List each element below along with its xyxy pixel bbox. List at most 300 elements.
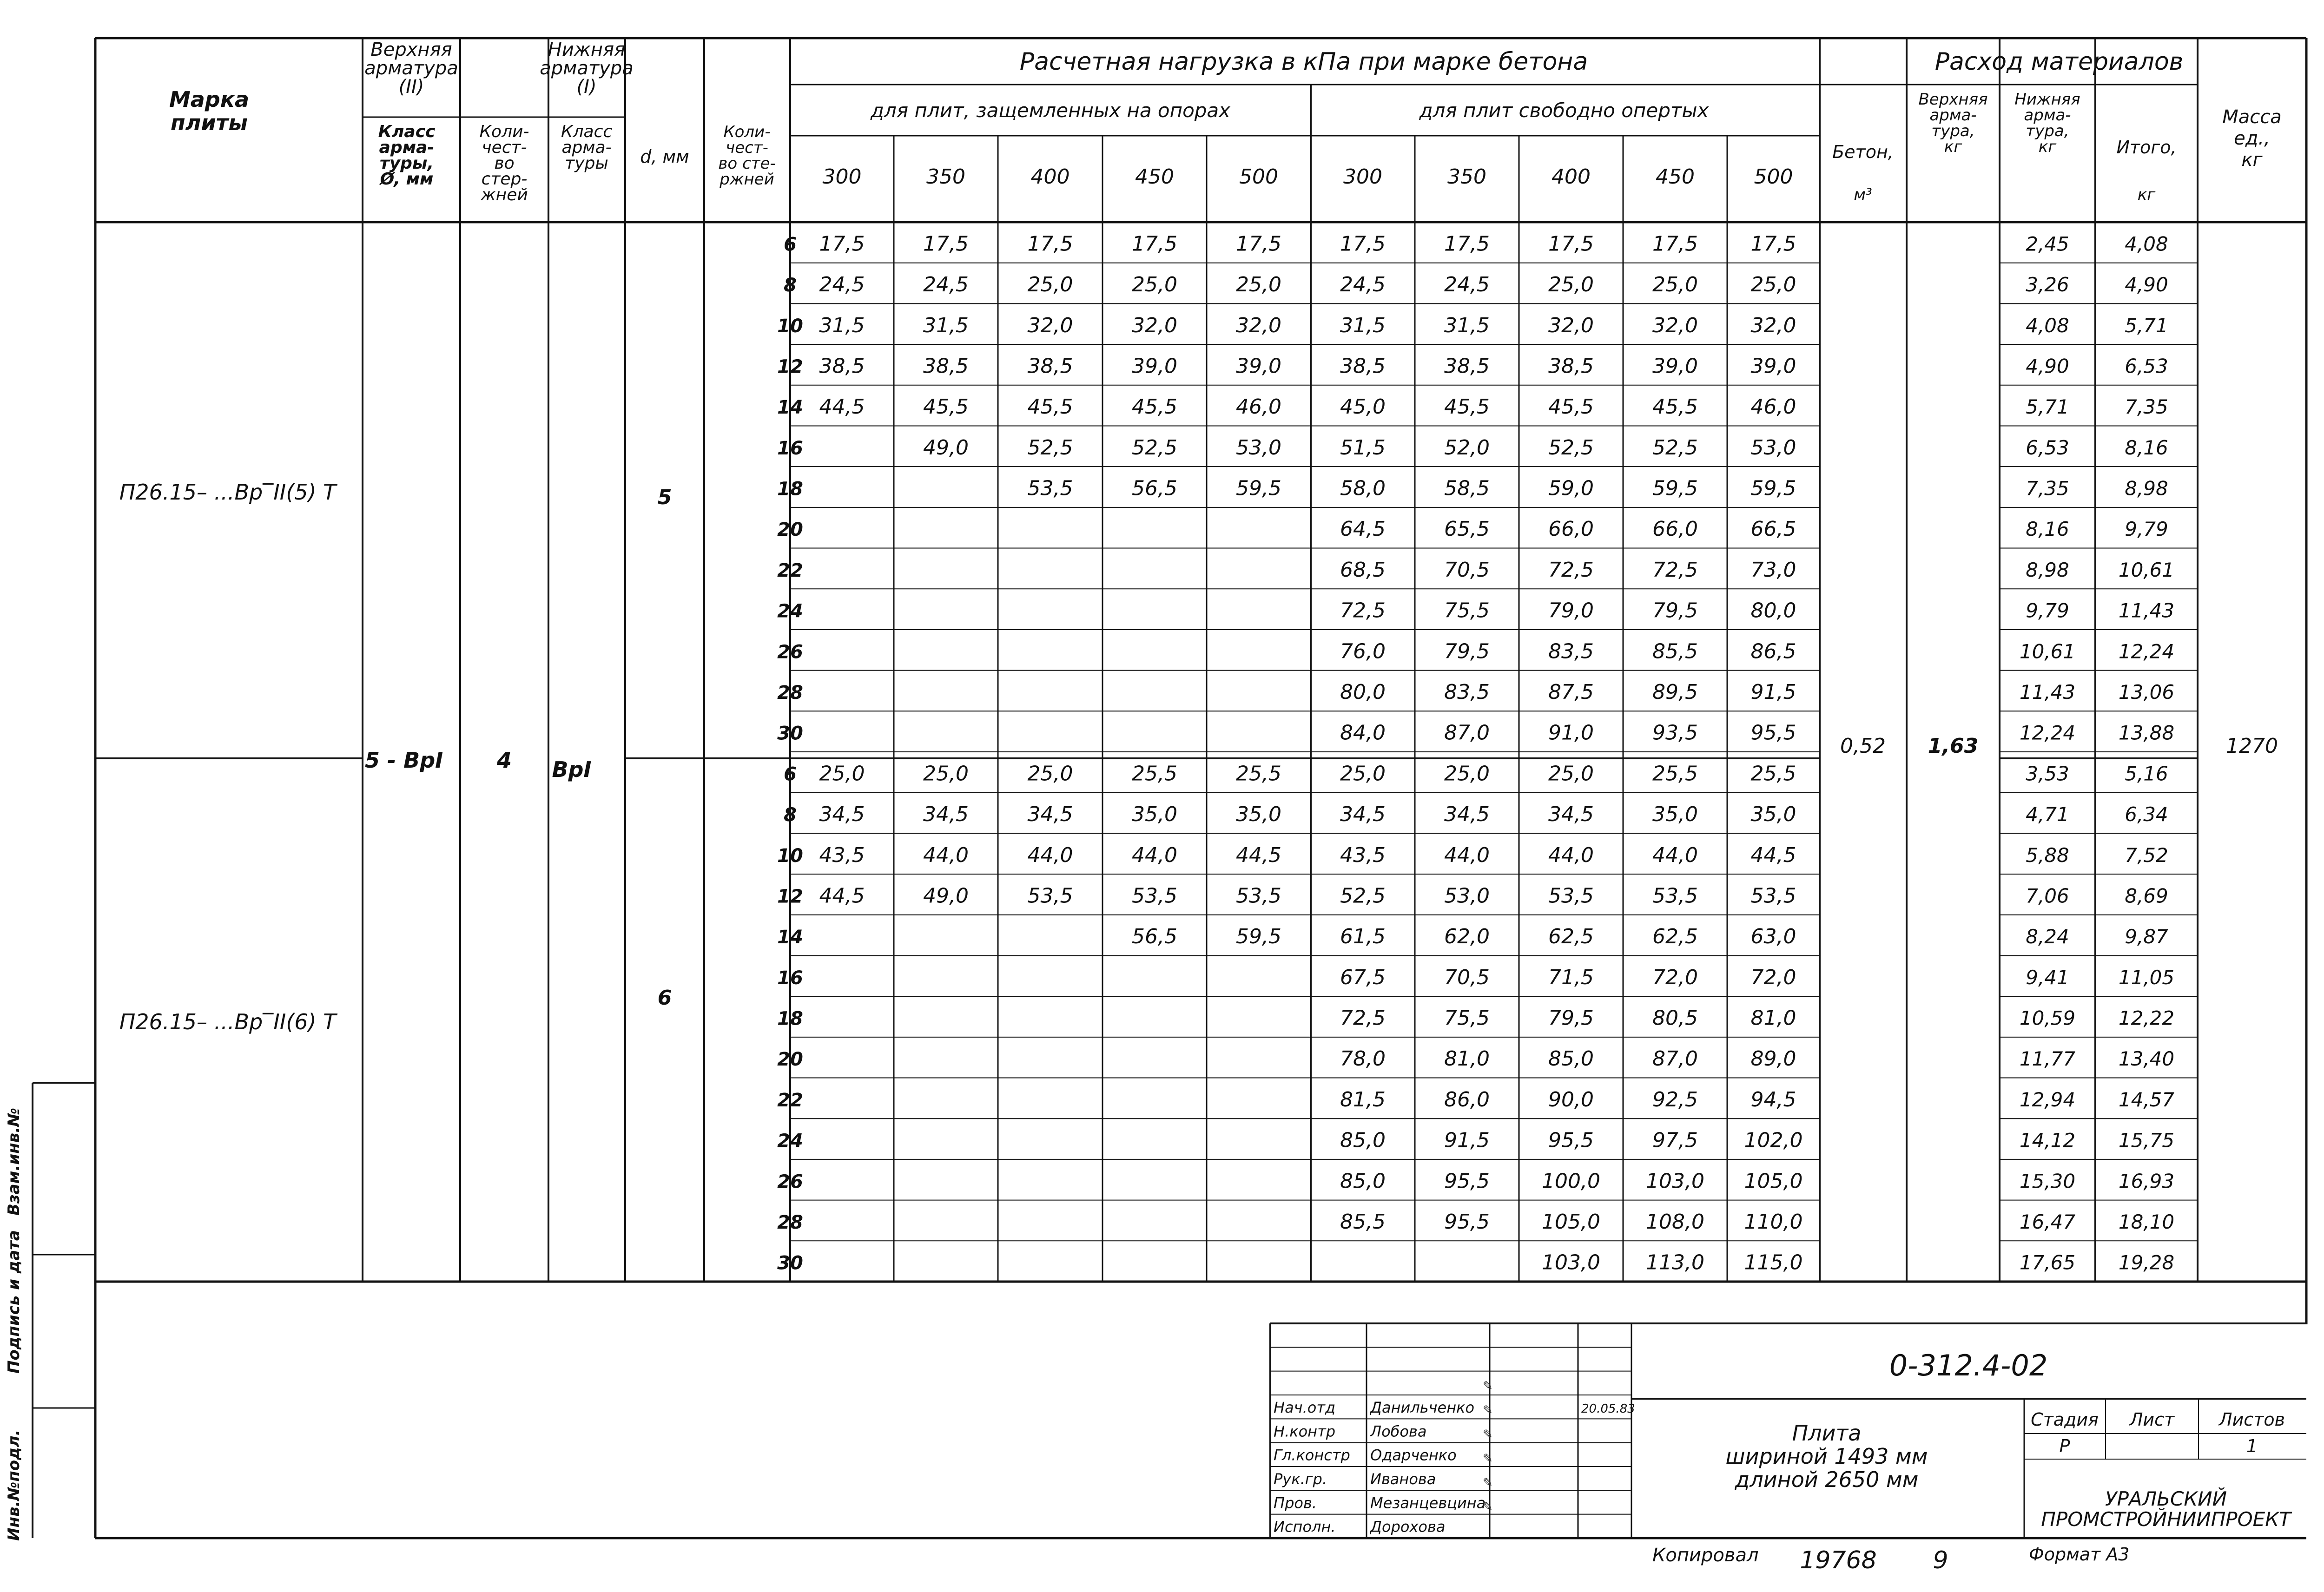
load-value: 44,0 xyxy=(1027,843,1073,867)
lower-mass-value: 15,30 xyxy=(2019,1170,2076,1193)
diameter-2: 6 xyxy=(657,986,672,1010)
total-mass-value: 7,35 xyxy=(2125,395,2168,419)
row-bar-count: 10 xyxy=(777,315,803,337)
load-value: 66,5 xyxy=(1750,517,1796,541)
load-value: 80,5 xyxy=(1652,1006,1698,1030)
row-bar-count: 30 xyxy=(777,723,803,744)
row-bar-count: 26 xyxy=(777,641,803,663)
load-value: 72,5 xyxy=(1340,1006,1386,1030)
load-value: 45,0 xyxy=(1340,395,1386,419)
load-value: 95,5 xyxy=(1750,721,1796,745)
load-value: 31,5 xyxy=(1444,313,1490,337)
stamp-role: Рук.гр. xyxy=(1274,1470,1327,1488)
load-value: 46,0 xyxy=(1750,395,1796,419)
load-value: 52,5 xyxy=(1027,435,1073,460)
row-bar-count: 16 xyxy=(777,967,803,989)
load-value: 73,0 xyxy=(1750,558,1796,582)
load-value: 85,5 xyxy=(1340,1210,1386,1234)
load-value: 44,5 xyxy=(1236,843,1281,867)
header-class-2: туры xyxy=(565,154,608,173)
grade-label: 400 xyxy=(1552,165,1591,189)
total-mass-value: 18,10 xyxy=(2118,1210,2175,1233)
header-class-2: Класс xyxy=(561,122,613,141)
row-bar-count: 12 xyxy=(777,886,803,908)
load-value: 72,5 xyxy=(1548,558,1594,582)
total-mass-value: 15,75 xyxy=(2118,1129,2175,1152)
stamp-org: УРАЛЬСКИЙ xyxy=(2105,1487,2227,1510)
load-value: 25,0 xyxy=(1132,273,1177,297)
load-value: 76,0 xyxy=(1340,639,1386,664)
load-value: 71,5 xyxy=(1548,965,1594,989)
load-value: 89,0 xyxy=(1750,1047,1796,1071)
load-value: 52,5 xyxy=(1652,435,1698,460)
load-value: 83,5 xyxy=(1444,680,1490,704)
load-value: 25,5 xyxy=(1750,762,1796,786)
load-value: 113,0 xyxy=(1646,1250,1704,1275)
load-value: 59,5 xyxy=(1652,476,1698,500)
load-value: 108,0 xyxy=(1646,1210,1704,1234)
total-mass-value: 13,40 xyxy=(2118,1047,2175,1071)
row-bar-count: 26 xyxy=(777,1171,803,1193)
lower-mass-value: 2,45 xyxy=(2026,232,2069,256)
load-value: 45,5 xyxy=(1027,395,1073,419)
stamp-role: Н.контр xyxy=(1274,1422,1336,1441)
load-value: 65,5 xyxy=(1444,517,1490,541)
load-value: 25,5 xyxy=(1132,762,1177,786)
load-value: 56,5 xyxy=(1132,476,1177,500)
stamp-role: Исполн. xyxy=(1274,1518,1336,1536)
stamp-title: длиной 2650 мм xyxy=(1735,1467,1919,1492)
load-value: 53,0 xyxy=(1444,884,1490,908)
load-value: 45,5 xyxy=(1132,395,1177,419)
load-value: 32,0 xyxy=(1652,313,1698,337)
header-upper-mass: арма- xyxy=(1929,106,1977,125)
load-value: 25,0 xyxy=(1340,762,1386,786)
load-value: 24,5 xyxy=(1444,273,1490,297)
grade-label: 450 xyxy=(1656,165,1695,189)
load-value: 44,0 xyxy=(1652,843,1698,867)
load-value: 81,0 xyxy=(1750,1006,1796,1030)
load-value: 91,5 xyxy=(1750,680,1796,704)
load-value: 34,5 xyxy=(1340,803,1386,827)
total-mass-value: 11,43 xyxy=(2118,599,2175,622)
load-value: 35,0 xyxy=(1132,803,1177,827)
load-value: 97,5 xyxy=(1652,1128,1698,1152)
lower-mass-value: 6,53 xyxy=(2026,436,2069,459)
load-value: 103,0 xyxy=(1542,1250,1600,1275)
load-value: 61,5 xyxy=(1340,925,1386,949)
load-value: 34,5 xyxy=(819,803,865,827)
load-value: 32,0 xyxy=(1132,313,1177,337)
signature-scribble-4: ✎ xyxy=(1483,1452,1493,1466)
total-mass-value: 4,90 xyxy=(2125,273,2168,296)
header-lower-mass: кг xyxy=(2038,138,2057,156)
load-value: 68,5 xyxy=(1340,558,1386,582)
load-value: 32,0 xyxy=(1548,313,1594,337)
row-bar-count: 18 xyxy=(777,1008,803,1030)
header-class-1: арма- xyxy=(379,138,435,157)
table-text-layer xyxy=(119,39,2292,1574)
header-lower-reinf: Нижняя xyxy=(548,39,626,60)
grade-label: 500 xyxy=(1239,165,1278,189)
lower-mass-value: 17,65 xyxy=(2019,1251,2076,1274)
stamp-org: ПРОМСТРОЙНИИПРОЕКТ xyxy=(2041,1508,2291,1531)
lower-mass-value: 5,71 xyxy=(2026,395,2069,419)
load-value: 25,0 xyxy=(1027,273,1073,297)
header-fixed: для плит, защемленных на опорах xyxy=(870,99,1231,122)
load-value: 25,0 xyxy=(1548,273,1594,297)
upper-class-value: 5 - ВрI xyxy=(365,748,443,773)
load-value: 24,5 xyxy=(819,273,865,297)
header-count-1: стер- xyxy=(481,170,528,189)
lower-mass-value: 10,59 xyxy=(2019,1007,2076,1030)
lower-mass-value: 12,24 xyxy=(2019,721,2076,744)
row-bar-count: 24 xyxy=(777,1130,803,1152)
load-value: 52,5 xyxy=(1132,435,1177,460)
total-mass-value: 12,24 xyxy=(2118,640,2175,663)
header-count-2: ржней xyxy=(720,170,774,189)
load-value: 45,5 xyxy=(1652,395,1698,419)
header-massa: кг xyxy=(2241,149,2263,171)
grade-label: 500 xyxy=(1754,165,1793,189)
row-bar-count: 22 xyxy=(777,1089,803,1111)
load-value: 79,5 xyxy=(1548,1006,1594,1030)
header-dmm: d, мм xyxy=(640,146,689,167)
load-value: 31,5 xyxy=(819,313,865,337)
margin-label-vzam-inv: Взам.инв.№ xyxy=(5,1108,23,1216)
header-upper-mass: тура, xyxy=(1931,122,1975,140)
load-value: 75,5 xyxy=(1444,599,1490,623)
load-value: 25,0 xyxy=(923,762,969,786)
load-value: 17,5 xyxy=(819,232,865,256)
load-value: 78,0 xyxy=(1340,1047,1386,1071)
footer-copied: Копировал xyxy=(1652,1545,1759,1566)
header-itogo: Итого, xyxy=(2116,137,2177,158)
load-value: 85,0 xyxy=(1548,1047,1594,1071)
load-value: 25,0 xyxy=(1548,762,1594,786)
header-lower-mass: арма- xyxy=(2024,106,2071,125)
load-value: 53,5 xyxy=(1548,884,1594,908)
load-value: 39,0 xyxy=(1236,354,1281,378)
load-value: 38,5 xyxy=(1027,354,1073,378)
header-itogo-unit: кг xyxy=(2137,185,2156,204)
margin-label-strip xyxy=(0,1076,33,1541)
row-bar-count: 20 xyxy=(777,519,803,541)
load-value: 85,0 xyxy=(1340,1169,1386,1193)
load-value: 72,0 xyxy=(1750,965,1796,989)
load-value: 87,5 xyxy=(1548,680,1594,704)
footer-number: 19768 xyxy=(1800,1546,1877,1574)
row-bar-count: 24 xyxy=(777,600,803,622)
row-bar-count: 10 xyxy=(777,845,803,867)
stamp-name: Дорохова xyxy=(1370,1518,1446,1536)
row-bar-count: 8 xyxy=(784,275,797,296)
load-value: 31,5 xyxy=(923,313,969,337)
load-value: 24,5 xyxy=(923,273,969,297)
lower-mass-value: 5,88 xyxy=(2026,843,2069,867)
signature-scribble-3: ✎ xyxy=(1483,1428,1493,1441)
load-value: 49,0 xyxy=(923,884,969,908)
signature-scribble-6: ✎ xyxy=(1483,1500,1493,1514)
load-value: 56,5 xyxy=(1132,925,1177,949)
total-mass-value: 8,16 xyxy=(2125,436,2168,459)
stamp-name: Данильченко xyxy=(1370,1399,1475,1416)
load-value: 94,5 xyxy=(1750,1087,1796,1112)
stamp-name: Мезанцевцина xyxy=(1370,1494,1486,1512)
stamp-name: Иванова xyxy=(1370,1470,1436,1488)
total-mass-value: 4,08 xyxy=(2125,232,2168,256)
load-value: 49,0 xyxy=(923,435,969,460)
load-value: 17,5 xyxy=(1444,232,1490,256)
load-value: 17,5 xyxy=(1340,232,1386,256)
grade-label: 450 xyxy=(1135,165,1174,189)
stamp-code: 0-312.4-02 xyxy=(1889,1349,2048,1382)
upper-count-value: 4 xyxy=(496,748,512,773)
load-value: 70,5 xyxy=(1444,965,1490,989)
stamp-role: Нач.отд xyxy=(1274,1399,1336,1416)
stamp-stage: Р xyxy=(2059,1436,2070,1456)
total-mass-value: 10,61 xyxy=(2118,558,2175,581)
total-mass-value: 5,16 xyxy=(2125,762,2168,785)
load-value: 44,0 xyxy=(1444,843,1490,867)
load-value: 45,5 xyxy=(1444,395,1490,419)
load-value: 44,0 xyxy=(923,843,969,867)
header-count-1: жней xyxy=(481,185,528,204)
load-value: 66,0 xyxy=(1652,517,1698,541)
load-value: 95,5 xyxy=(1548,1128,1594,1152)
lower-mass-value: 4,71 xyxy=(2026,803,2069,826)
load-value: 53,5 xyxy=(1132,884,1177,908)
load-value: 25,0 xyxy=(1027,762,1073,786)
load-value: 35,0 xyxy=(1236,803,1281,827)
header-load: Расчетная нагрузка в кПа при марке бетона xyxy=(1019,48,1588,76)
load-value: 66,0 xyxy=(1548,517,1594,541)
stamp-role: Гл.констр xyxy=(1274,1446,1350,1464)
header-lower-reinf: арматура xyxy=(540,58,634,79)
load-value: 52,5 xyxy=(1548,435,1594,460)
row-bar-count: 22 xyxy=(777,559,803,581)
grade-label: 400 xyxy=(1030,165,1070,189)
load-value: 43,5 xyxy=(819,843,865,867)
total-mass-value: 9,79 xyxy=(2125,518,2168,541)
footer-format: Формат А3 xyxy=(2029,1544,2130,1565)
load-value: 59,5 xyxy=(1236,925,1281,949)
row-bar-count: 12 xyxy=(777,356,803,378)
row-bar-count: 28 xyxy=(777,682,803,704)
header-class-1: туры, xyxy=(379,154,434,173)
total-mass-value: 16,93 xyxy=(2118,1170,2175,1193)
load-value: 72,0 xyxy=(1652,965,1698,989)
stamp-role: Пров. xyxy=(1274,1494,1317,1512)
load-value: 103,0 xyxy=(1646,1169,1704,1193)
stamp-sheets-header: Листов xyxy=(2219,1409,2285,1430)
signature-scribble-2: ✎ xyxy=(1483,1403,1493,1417)
load-value: 45,5 xyxy=(923,395,969,419)
load-value: 81,0 xyxy=(1444,1047,1490,1071)
load-value: 32,0 xyxy=(1027,313,1073,337)
load-value: 79,5 xyxy=(1444,639,1490,664)
header-upper-reinf: Верхняя xyxy=(370,39,452,60)
load-value: 87,0 xyxy=(1652,1047,1698,1071)
load-value: 52,5 xyxy=(1340,884,1386,908)
total-mass-value: 13,06 xyxy=(2118,681,2175,704)
row-bar-count: 20 xyxy=(777,1049,803,1071)
load-value: 79,0 xyxy=(1548,599,1594,623)
load-value: 38,5 xyxy=(819,354,865,378)
grade-label: 350 xyxy=(1447,165,1486,189)
load-value: 39,0 xyxy=(1652,354,1698,378)
load-value: 34,5 xyxy=(1027,803,1073,827)
header-count-1: во xyxy=(494,154,515,173)
load-value: 44,0 xyxy=(1548,843,1594,867)
load-value: 53,5 xyxy=(1236,884,1281,908)
stamp-title: шириной 1493 мм xyxy=(1725,1444,1928,1469)
load-value: 24,5 xyxy=(1340,273,1386,297)
load-value: 58,5 xyxy=(1444,476,1490,500)
massa-value: 1270 xyxy=(2226,734,2278,758)
stamp-name: Одарченко xyxy=(1370,1446,1457,1464)
load-value: 44,5 xyxy=(819,395,865,419)
header-lower-reinf: (I) xyxy=(576,76,597,98)
stamp-date: 20.05.83 xyxy=(1581,1402,1635,1416)
load-value: 59,5 xyxy=(1750,476,1796,500)
load-value: 80,0 xyxy=(1750,599,1796,623)
load-value: 46,0 xyxy=(1236,395,1281,419)
load-value: 25,0 xyxy=(819,762,865,786)
load-value: 17,5 xyxy=(1548,232,1594,256)
stamp-name: Лобова xyxy=(1370,1422,1427,1441)
total-mass-value: 19,28 xyxy=(2118,1251,2175,1274)
margin-label-signature-date: Подпись и дата xyxy=(5,1230,23,1374)
load-value: 25,0 xyxy=(1652,273,1698,297)
load-value: 32,0 xyxy=(1750,313,1796,337)
lower-mass-value: 7,06 xyxy=(2026,884,2069,908)
lower-mass-value: 3,26 xyxy=(2026,273,2069,296)
load-value: 39,0 xyxy=(1132,354,1177,378)
load-value: 72,5 xyxy=(1340,599,1386,623)
total-mass-value: 9,87 xyxy=(2125,925,2168,948)
load-value: 84,0 xyxy=(1340,721,1386,745)
header-beton-unit: м³ xyxy=(1854,185,1872,204)
load-value: 44,5 xyxy=(1750,843,1796,867)
load-value: 89,5 xyxy=(1652,680,1698,704)
load-value: 102,0 xyxy=(1744,1128,1803,1152)
load-value: 75,5 xyxy=(1444,1006,1490,1030)
lower-mass-value: 8,98 xyxy=(2026,558,2069,581)
load-value: 53,0 xyxy=(1750,435,1796,460)
stamp-title: Плита xyxy=(1792,1421,1862,1446)
header-class-2: арма- xyxy=(561,138,612,157)
load-value: 62,5 xyxy=(1652,925,1698,949)
grade-label: 350 xyxy=(926,165,965,189)
load-value: 53,5 xyxy=(1750,884,1796,908)
total-mass-value: 6,34 xyxy=(2125,803,2168,826)
load-value: 38,5 xyxy=(923,354,969,378)
lower-class-value: ВрI xyxy=(552,757,592,782)
header-upper-mass: кг xyxy=(1944,138,1962,156)
upper-mass-value: 1,63 xyxy=(1928,734,1979,758)
load-value: 35,0 xyxy=(1652,803,1698,827)
load-value: 83,5 xyxy=(1548,639,1594,664)
lower-mass-value: 14,12 xyxy=(2019,1129,2076,1152)
load-value: 95,5 xyxy=(1444,1169,1490,1193)
header-lower-mass: тура, xyxy=(2026,122,2069,140)
header-upper-reinf: (II) xyxy=(398,76,424,98)
load-value: 17,5 xyxy=(1236,232,1281,256)
load-value: 80,0 xyxy=(1340,680,1386,704)
row-bar-count: 16 xyxy=(777,437,803,459)
load-value: 67,5 xyxy=(1340,965,1386,989)
load-value: 87,0 xyxy=(1444,721,1490,745)
header-lower-mass: Нижняя xyxy=(2014,90,2080,109)
load-value: 72,5 xyxy=(1652,558,1698,582)
row-bar-count: 14 xyxy=(777,397,803,419)
load-value: 53,5 xyxy=(1027,884,1073,908)
load-value: 53,5 xyxy=(1652,884,1698,908)
header-class-1: Ø, мм xyxy=(380,170,434,189)
load-value: 51,5 xyxy=(1340,435,1386,460)
header-count-2: Коли- xyxy=(723,123,771,141)
header-count-1: Коли- xyxy=(479,122,529,141)
load-value: 105,0 xyxy=(1542,1210,1600,1234)
load-value: 25,0 xyxy=(1750,273,1796,297)
load-value: 79,5 xyxy=(1652,599,1698,623)
load-value: 32,0 xyxy=(1236,313,1281,337)
header-count-2: во сте- xyxy=(718,154,776,173)
lower-mass-value: 8,16 xyxy=(2026,518,2069,541)
load-value: 85,5 xyxy=(1652,639,1698,664)
load-value: 44,0 xyxy=(1132,843,1177,867)
lower-mass-value: 4,08 xyxy=(2026,314,2069,337)
total-mass-value: 14,57 xyxy=(2118,1088,2175,1111)
header-free: для плит свободно опертых xyxy=(1419,99,1709,122)
row-bar-count: 18 xyxy=(777,478,803,500)
header-upper-mass: Верхняя xyxy=(1918,90,1988,109)
plate-mark-1: П26.15– ...Вр‾II(5) Т xyxy=(119,480,337,505)
load-value: 64,5 xyxy=(1340,517,1386,541)
total-mass-value: 8,98 xyxy=(2125,477,2168,500)
load-value: 44,5 xyxy=(819,884,865,908)
stamp-sheet-header: Лист xyxy=(2129,1409,2175,1430)
load-value: 34,5 xyxy=(923,803,969,827)
load-value: 91,0 xyxy=(1548,721,1594,745)
load-value: 17,5 xyxy=(1652,232,1698,256)
load-value: 35,0 xyxy=(1750,803,1796,827)
row-bar-count: 14 xyxy=(777,927,803,948)
load-value: 62,5 xyxy=(1548,925,1594,949)
stamp-sheets-count: 1 xyxy=(2246,1436,2258,1456)
header-count-2: чест- xyxy=(726,138,768,157)
grade-label: 300 xyxy=(1343,165,1382,189)
load-value: 43,5 xyxy=(1340,843,1386,867)
load-value: 38,5 xyxy=(1340,354,1386,378)
total-mass-value: 5,71 xyxy=(2125,314,2168,337)
lower-mass-value: 8,24 xyxy=(2026,925,2069,948)
total-mass-value: 11,05 xyxy=(2118,966,2175,989)
signature-scribble-5: ✎ xyxy=(1483,1476,1493,1490)
lower-mass-value: 9,41 xyxy=(2026,966,2069,989)
grade-label: 300 xyxy=(822,165,862,189)
beton-value: 0,52 xyxy=(1840,734,1886,758)
header-upper-reinf: арматура xyxy=(364,58,458,79)
load-value: 70,5 xyxy=(1444,558,1490,582)
load-value: 86,0 xyxy=(1444,1087,1490,1112)
footer-page: 9 xyxy=(1933,1546,1948,1574)
margin-label-inv-podl: Инв.№подл. xyxy=(5,1429,23,1541)
load-value: 93,5 xyxy=(1652,721,1698,745)
load-value: 58,0 xyxy=(1340,476,1386,500)
header-marka: Марка xyxy=(169,87,250,112)
